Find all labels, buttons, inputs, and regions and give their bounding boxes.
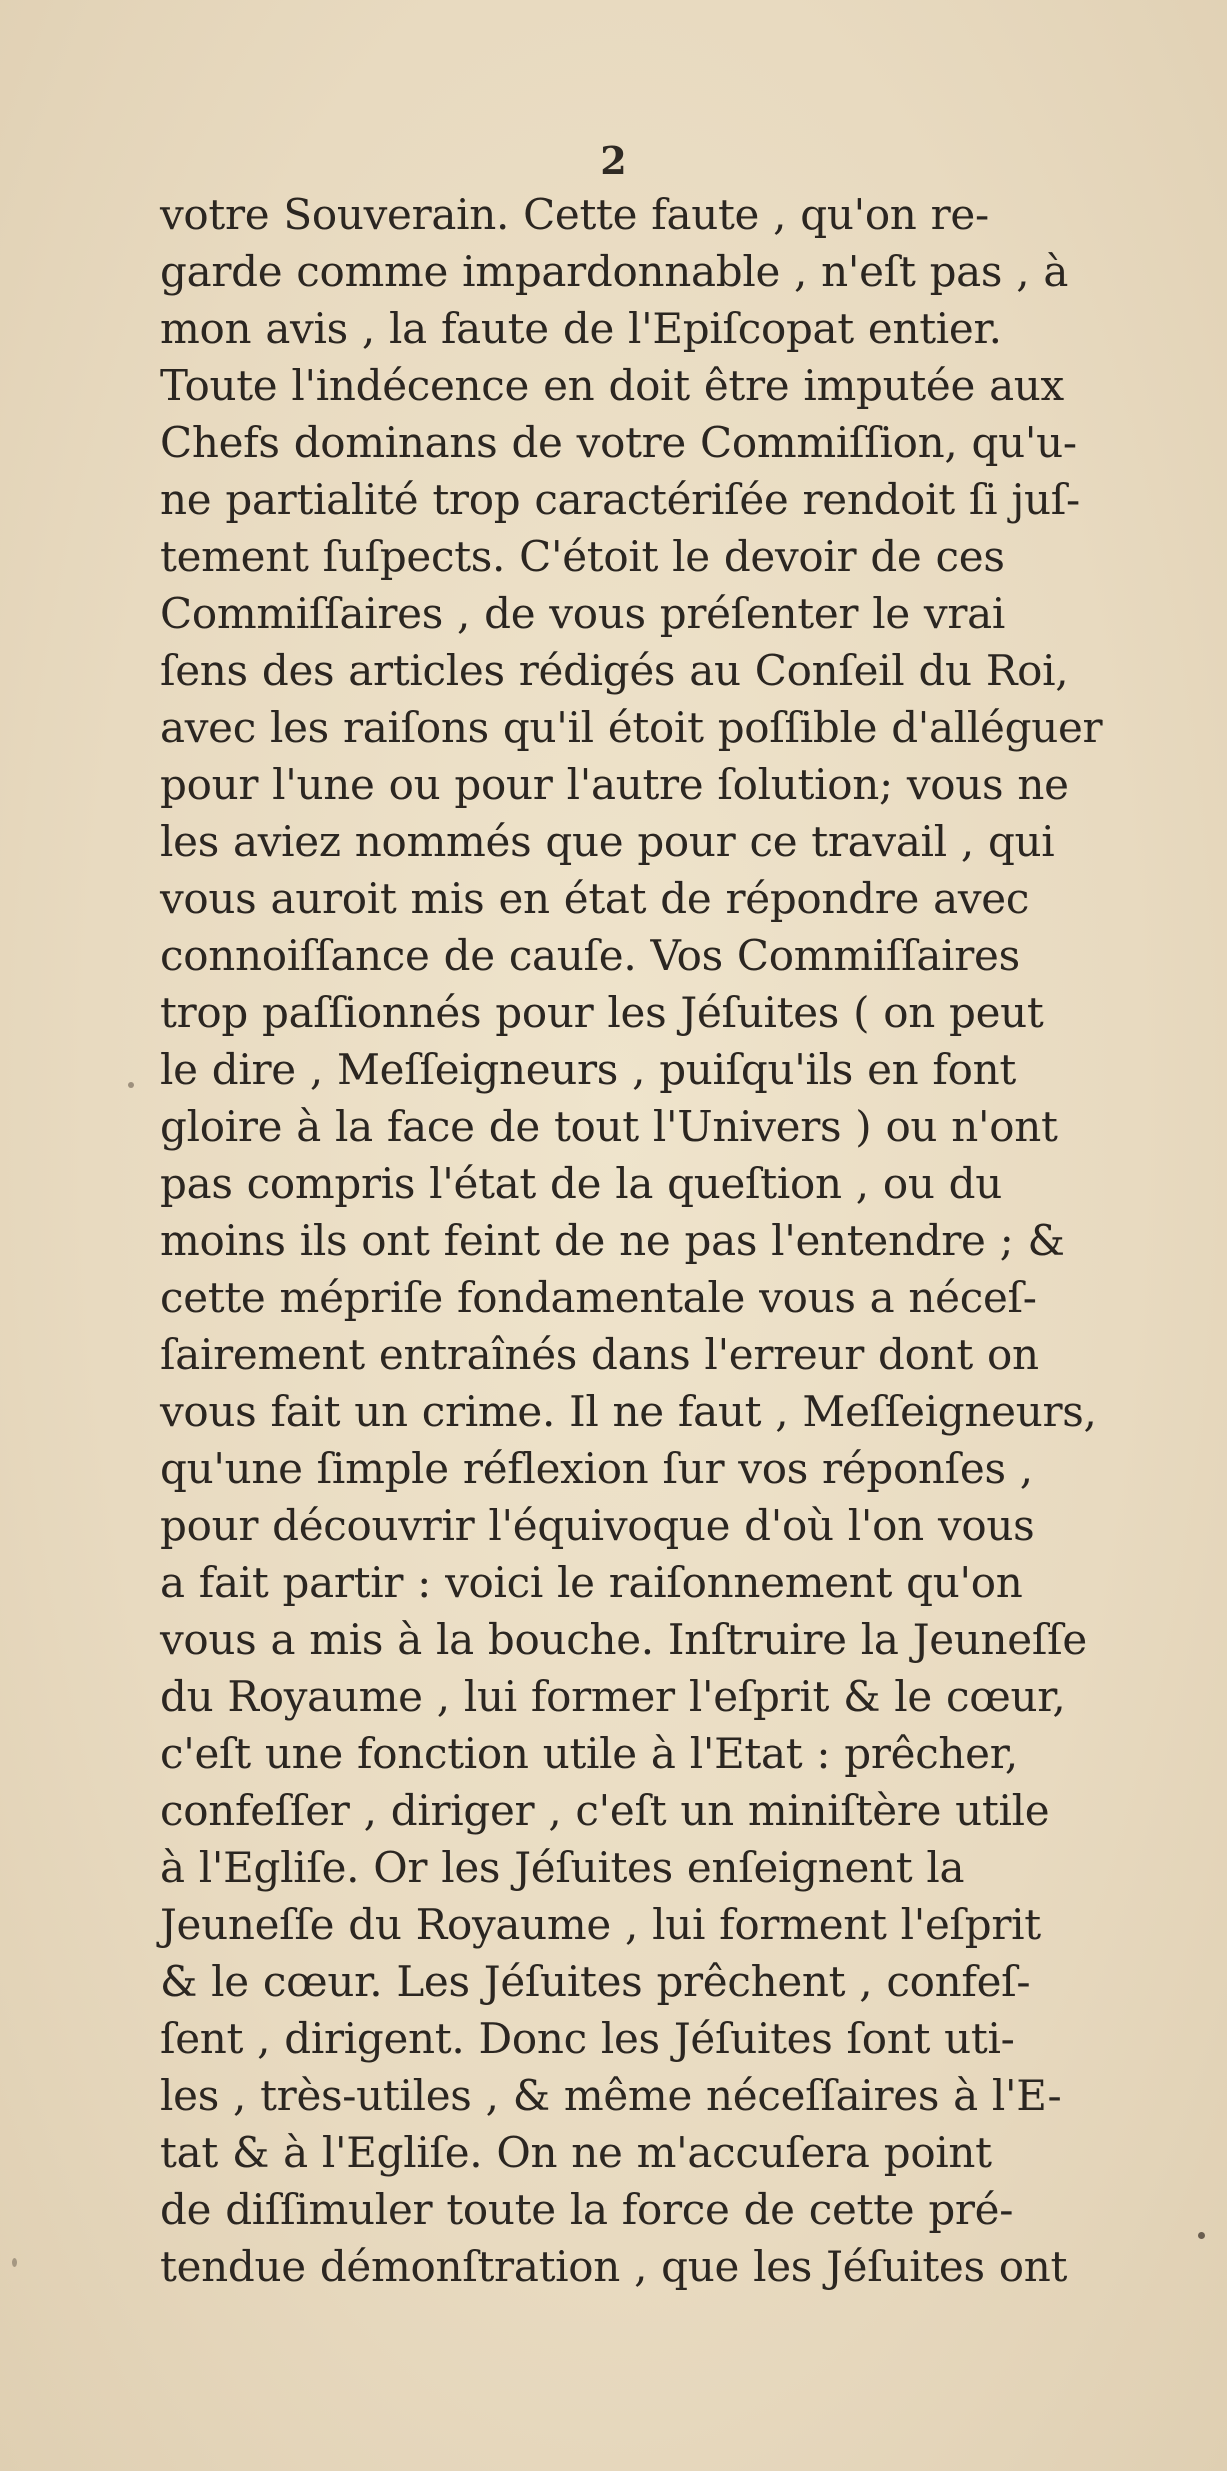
text-line: connoiſſance de cauſe. Vos Commiſſaires [160,931,1020,980]
text-line: qu'une ſimple réflexion ſur vos réponſes , [160,1444,1033,1493]
text-line: ſairement entraînés dans l'erreur dont on [160,1330,1039,1379]
text-line: avec les raiſons qu'il étoit poſſible d'alléguer [160,703,1103,752]
text-line: tement ſuſpects. C'étoit le devoir de ces [160,532,1005,581]
text-line: gloire à la face de tout l'Univers ) ou n'ont [160,1102,1058,1151]
text-line: mon avis , la faute de l'Epiſcopat entier. [160,304,1002,353]
text-line: ne partialité trop caractériſée rendoit ſi juſ- [160,475,1080,524]
text-line: de diſſimuler toute la force de cette pré- [160,2185,1014,2234]
text-line: à l'Egliſe. Or les Jéſuites enſeignent la [160,1843,965,1892]
text-line: vous fait un crime. Il ne faut , Meſſeigneurs, [160,1387,1097,1436]
text-line: pour découvrir l'équivoque d'où l'on vous [160,1501,1035,1550]
body-text [160,186,1210,2295]
text-line: ſens des articles rédigés au Conſeil du Roi, [160,646,1069,695]
text-line: a fait partir : voici le raiſonnement qu'on [160,1558,1023,1607]
text-line: trop paſſionnés pour les Jéſuites ( on peut [160,988,1044,1037]
text-line: pas compris l'état de la queſtion , ou du [160,1159,1003,1208]
text-line: tat & à l'Egliſe. On ne m'accuſera point [160,2128,992,2177]
text-line: cette mépriſe fondamentale vous a néceſ- [160,1273,1037,1322]
text-line: Commiſſaires , de vous préſenter le vrai [160,589,1006,638]
text-line: vous auroit mis en état de répondre avec [160,874,1030,923]
text-line: tendue démonſtration , que les Jéſuites ont [160,2242,1068,2291]
text-line: moins ils ont feint de ne pas l'entendre ; & [160,1216,1065,1265]
text-line: vous a mis à la bouche. Inſtruire la Jeuneſſe [160,1615,1087,1664]
text-line: les aviez nommés que pour ce travail , qui [160,817,1055,866]
text-line: Toute l'indécence en doit être imputée aux [160,361,1064,410]
ink-speck [1198,2232,1205,2239]
text-line: Chefs dominans de votre Commiſſion, qu'u- [160,418,1077,467]
text-line: du Royaume , lui former l'eſprit & le cœur, [160,1672,1066,1721]
ink-speck [128,1082,134,1088]
page-number: 2 [600,138,627,183]
text-line: les , très-utiles , & même néceſſaires à l'E- [160,2071,1062,2120]
text-line: ſent , dirigent. Donc les Jéſuites ſont uti- [160,2014,1015,2063]
text-line: c'eſt une fonction utile à l'Etat : prêcher, [160,1729,1018,1778]
ink-speck [12,2258,17,2267]
text-line: garde comme impardonnable , n'eſt pas , à [160,247,1069,296]
text-line: votre Souverain. Cette faute , qu'on re- [160,190,989,239]
text-line: confeſſer , diriger , c'eſt un miniſtère utile [160,1786,1050,1835]
text-line: & le cœur. Les Jéſuites prêchent , confeſ- [160,1957,1031,2006]
text-line: le dire , Meſſeigneurs , puiſqu'ils en font [160,1045,1016,1094]
text-line: Jeuneſſe du Royaume , lui forment l'eſprit [160,1900,1041,1949]
text-line: pour l'une ou pour l'autre ſolution; vous ne [160,760,1069,809]
